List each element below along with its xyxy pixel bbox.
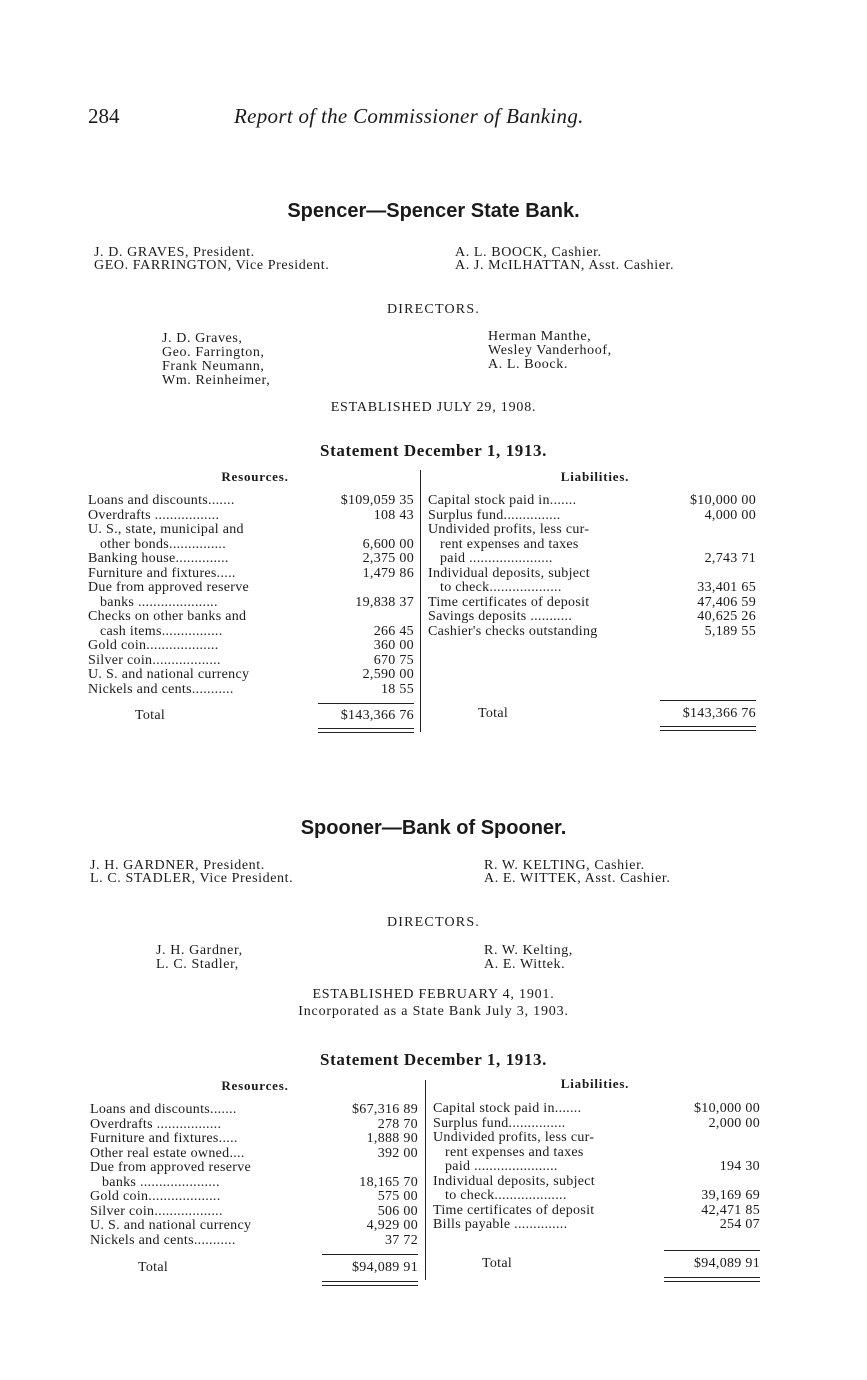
row-label: Overdrafts ................. [90, 1116, 222, 1132]
row-amount: 360 00 [373, 638, 414, 653]
resources-heading: Resources. [221, 469, 289, 484]
double-rule [322, 1281, 418, 1282]
directors-left [156, 944, 243, 972]
double-rule [318, 732, 414, 733]
row-label: Individual deposits, subject [428, 565, 590, 581]
row-label: Gold coin................... [90, 1189, 221, 1204]
resources-total-row [138, 1260, 418, 1276]
row-label: Surplus fund............... [433, 1115, 566, 1131]
row-label: Capital stock paid in....... [433, 1101, 582, 1116]
officers-left [90, 859, 293, 885]
row-label: Silver coin.................. [90, 1203, 223, 1219]
total-rule [318, 703, 414, 704]
liabilities-total-row [482, 1256, 760, 1272]
resource-row [90, 1132, 418, 1147]
row-label: Savings deposits ........... [428, 609, 573, 624]
row-amount: $109,059 35 [340, 493, 414, 508]
double-rule [660, 726, 756, 727]
total-rule [664, 1250, 760, 1251]
liability-row [428, 596, 756, 611]
row-amount: $10,000 00 [694, 1101, 760, 1116]
director-name: R. W. Kelting, [484, 943, 573, 958]
row-amount: 194 30 [719, 1159, 760, 1174]
row-label: Nickels and cents........... [88, 681, 234, 697]
row-label: paid ...................... [440, 551, 553, 566]
statement-title: Statement December 1, 1913. [320, 441, 547, 460]
resource-row [88, 596, 414, 611]
resource-row [88, 668, 414, 683]
resource-row [88, 581, 414, 596]
row-label: Undivided profits, less cur- [433, 1130, 595, 1145]
liability-row [433, 1160, 760, 1175]
row-amount: 19,838 37 [355, 594, 414, 610]
resources-list [90, 1103, 418, 1248]
liability-row [428, 494, 756, 509]
total-label: Total [482, 1256, 513, 1271]
row-amount: 2,743 71 [704, 551, 756, 566]
row-label: Time certificates of deposit [428, 594, 590, 610]
liabilities-heading: Liabilities. [560, 1076, 630, 1091]
total-rule [322, 1254, 418, 1255]
liabilities-list [428, 494, 756, 639]
resources-heading: Resources. [221, 1078, 289, 1093]
director-name: L. C. Stadler, [156, 957, 239, 972]
running-head [88, 104, 648, 132]
resource-row [90, 1234, 418, 1249]
directors-heading: DIRECTORS. [386, 302, 481, 317]
director-name: Frank Neumann, [162, 359, 265, 374]
director-name: Wm. Reinheimer, [162, 373, 271, 388]
row-amount: 1,479 86 [362, 565, 414, 581]
row-amount: 1,888 90 [366, 1131, 418, 1146]
double-rule [664, 1281, 760, 1282]
resource-row [88, 567, 414, 582]
officer-line: A. L. BOOCK, Cashier. [455, 245, 602, 260]
double-rule [664, 1277, 760, 1278]
row-amount: 39,169 69 [701, 1188, 760, 1203]
double-rule [660, 730, 756, 731]
officers-right [455, 246, 674, 272]
row-label: Due from approved reserve [88, 580, 250, 595]
row-label: Loans and discounts....... [88, 493, 235, 508]
resource-row [88, 538, 414, 553]
row-amount: 37 72 [385, 1232, 418, 1248]
row-amount: 2,590 00 [362, 667, 414, 682]
director-name: Geo. Farrington, [162, 345, 265, 360]
page-number: 284 [88, 104, 120, 128]
double-rule [318, 728, 414, 729]
established-line: ESTABLISHED FEBRUARY 4, 1901. [312, 987, 555, 1002]
liabilities-heading: Liabilities. [560, 469, 630, 484]
officer-line: R. W. KELTING, Cashier. [484, 858, 645, 873]
row-amount: 278 70 [377, 1116, 418, 1132]
row-label: Surplus fund............... [428, 507, 561, 523]
row-amount: 575 00 [377, 1189, 418, 1204]
incorporated-line: Incorporated as a State Bank July 3, 1903. [298, 1004, 569, 1019]
liability-row [428, 523, 756, 538]
row-label: Individual deposits, subject [433, 1173, 595, 1189]
statement-title: Statement December 1, 1913. [320, 1050, 547, 1069]
liability-row [433, 1102, 760, 1117]
liabilities-total-row [478, 706, 756, 722]
liability-row [433, 1131, 760, 1146]
row-label: to check................... [440, 580, 562, 595]
row-label: rent expenses and taxes [440, 536, 579, 552]
row-amount: 6,600 00 [362, 536, 414, 552]
row-amount: 4,000 00 [704, 507, 756, 523]
total-label: Total [138, 1260, 169, 1275]
officer-line: A. J. McILHATTAN, Asst. Cashier. [455, 258, 675, 273]
directors-right [488, 330, 612, 372]
liability-row [428, 581, 756, 596]
row-label: Silver coin.................. [88, 652, 221, 668]
resource-row [90, 1147, 418, 1162]
row-label: banks ..................... [102, 1174, 220, 1190]
row-label: U. S., state, municipal and [88, 522, 244, 537]
liability-row [428, 567, 756, 582]
row-amount: 18,165 70 [359, 1174, 418, 1190]
resource-row [88, 639, 414, 654]
row-amount: 506 00 [377, 1203, 418, 1219]
row-label: Furniture and fixtures..... [90, 1131, 238, 1146]
resource-row [90, 1118, 418, 1133]
resource-row [88, 654, 414, 669]
liability-row [428, 509, 756, 524]
row-amount: 108 43 [373, 507, 414, 523]
total-amount: $143,366 76 [340, 708, 414, 723]
column-divider [425, 1080, 426, 1280]
director-name: J. H. Gardner, [156, 943, 243, 958]
total-label: Total [478, 706, 509, 721]
liability-row [428, 538, 756, 553]
officer-line: J. H. GARDNER, President. [90, 858, 265, 873]
bank-title: Spooner—Bank of Spooner. [300, 817, 567, 839]
row-amount: 2,000 00 [708, 1115, 760, 1131]
row-label: Undivided profits, less cur- [428, 522, 590, 537]
row-amount: 392 00 [377, 1145, 418, 1161]
resource-row [90, 1161, 418, 1176]
total-amount: $94,089 91 [352, 1260, 418, 1275]
director-name: A. E. Wittek. [484, 957, 566, 972]
total-amount: $94,089 91 [694, 1256, 760, 1271]
row-amount: 4,929 00 [366, 1218, 418, 1233]
total-amount: $143,366 76 [682, 706, 756, 721]
liability-row [433, 1218, 760, 1233]
resource-row [88, 509, 414, 524]
double-rule [322, 1285, 418, 1286]
row-label: banks ..................... [100, 594, 218, 610]
row-label: Capital stock paid in....... [428, 493, 577, 508]
resource-row [88, 610, 414, 625]
directors-right [484, 944, 573, 972]
resource-row [90, 1219, 418, 1234]
row-label: Furniture and fixtures..... [88, 565, 236, 581]
row-amount: 670 75 [373, 652, 414, 668]
row-label: Overdrafts ................. [88, 507, 220, 523]
row-label: Time certificates of deposit [433, 1202, 595, 1218]
row-label: Gold coin................... [88, 638, 219, 653]
total-label: Total [135, 708, 166, 723]
resource-row [90, 1190, 418, 1205]
directors-heading: DIRECTORS. [386, 915, 481, 930]
row-label: Due from approved reserve [90, 1160, 252, 1175]
liability-row [433, 1146, 760, 1161]
resource-row [88, 625, 414, 640]
bank-title: Spencer—Spencer State Bank. [287, 200, 580, 222]
liabilities-list [433, 1102, 760, 1233]
director-name: Wesley Vanderhoof, [488, 343, 612, 358]
row-amount: 2,375 00 [362, 551, 414, 566]
row-label: to check................... [445, 1188, 567, 1203]
officer-line: GEO. FARRINGTON, Vice President. [94, 258, 330, 273]
report-title: Report of the Commissioner of Banking. [234, 104, 584, 128]
row-label: U. S. and national currency [90, 1218, 252, 1233]
row-label: other bonds............... [100, 536, 227, 552]
row-amount: 40,625 26 [697, 609, 756, 624]
row-label: Banking house.............. [88, 551, 229, 566]
directors-left [162, 332, 270, 388]
officers-left [94, 246, 329, 272]
officer-line: A. E. WITTEK, Asst. Cashier. [484, 871, 671, 886]
row-label: Cashier's checks outstanding [428, 623, 598, 639]
officer-line: L. C. STADLER, Vice President. [90, 871, 294, 886]
resource-row [88, 552, 414, 567]
row-label: paid ...................... [445, 1159, 558, 1174]
row-label: Loans and discounts....... [90, 1102, 237, 1117]
officers-right [484, 859, 670, 885]
row-label: rent expenses and taxes [445, 1144, 584, 1160]
director-name: A. L. Boock. [488, 357, 568, 372]
row-amount: 5,189 55 [704, 623, 756, 639]
column-divider [420, 470, 421, 732]
resource-row [88, 683, 414, 698]
row-amount: 254 07 [719, 1217, 760, 1232]
row-amount: 33,401 65 [697, 580, 756, 595]
resource-row [90, 1103, 418, 1118]
resources-list [88, 494, 414, 697]
liability-row [428, 610, 756, 625]
row-label: Nickels and cents........... [90, 1232, 236, 1248]
resource-row [88, 523, 414, 538]
liability-row [433, 1204, 760, 1219]
director-name: Herman Manthe, [488, 329, 592, 344]
director-name: J. D. Graves, [162, 331, 243, 346]
row-label: Other real estate owned.... [90, 1145, 245, 1161]
resource-row [88, 494, 414, 509]
row-amount: $10,000 00 [690, 493, 756, 508]
row-amount: 18 55 [381, 681, 414, 697]
total-rule [660, 700, 756, 701]
row-amount: 47,406 59 [697, 594, 756, 610]
established-line: ESTABLISHED JULY 29, 1908. [330, 400, 537, 415]
row-label: cash items................ [100, 623, 223, 639]
liability-row [433, 1189, 760, 1204]
row-amount: $67,316 89 [352, 1102, 418, 1117]
row-label: Checks on other banks and [88, 609, 247, 624]
resource-row [90, 1176, 418, 1191]
resources-total-row [135, 708, 414, 724]
liability-row [428, 625, 756, 640]
liability-row [428, 552, 756, 567]
resource-row [90, 1205, 418, 1220]
row-amount: 266 45 [373, 623, 414, 639]
officer-line: J. D. GRAVES, President. [94, 245, 255, 260]
row-label: Bills payable .............. [433, 1217, 568, 1232]
row-label: U. S. and national currency [88, 667, 250, 682]
row-amount: 42,471 85 [701, 1202, 760, 1218]
liability-row [433, 1175, 760, 1190]
liability-row [433, 1117, 760, 1132]
